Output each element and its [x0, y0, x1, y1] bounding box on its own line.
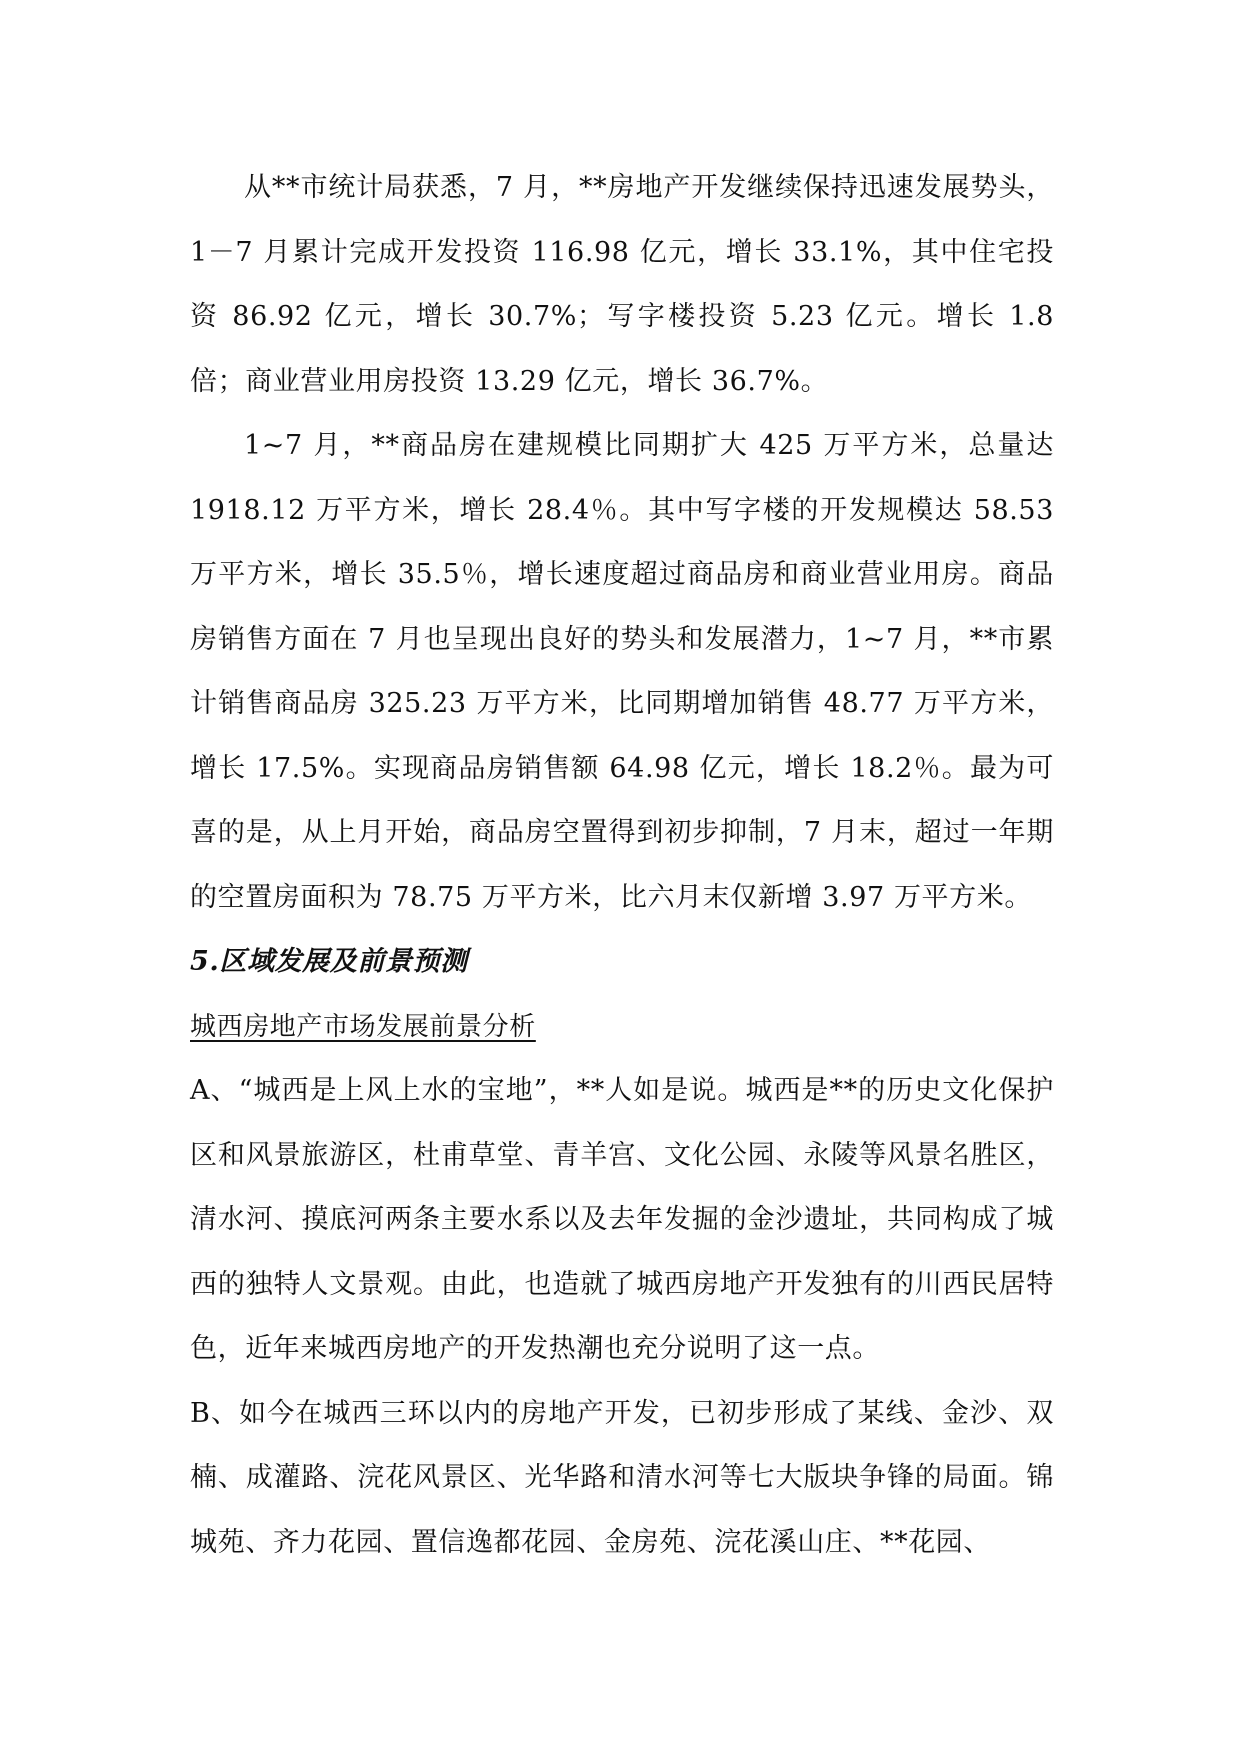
paragraph-investment: 从**市统计局获悉，7 月，**房地产开发继续保持迅速发展势头，1－7 月累计完成开发投资 116.98 亿元，增长 33.1%，其中住宅投资 86.92 亿元，增长 30.7%；写字楼投资 5.23 亿元。增长 1.8 倍；商业营业用房投资 13.29 亿元，增长 36.7%。: [190, 172, 1054, 397]
paragraph-sales: 1~7 月，**商品房在建规模比同期扩大 425 万平方米，总量达 1918.12 万平方米，增长 28.4％。其中写字楼的开发规模达 58.53 万平方米，增长 35.5％，增长速度超过商品房和商业营业用房。商品房销售方面在 7 月也呈现出良好的势头和发展潜力，1~7 月，**市累计销售商品房 325.23 万平方米，比同期增加销售 48.77 万平方米，增长 17.5%。实现商品房销售额 64.98 亿元，增长 18.2％。最为可喜的是，从上月开始，商品房空置得到初步抑制，7 月末，超过一年期的空置房面积为 78.75 万平方米，比六月末仅新增 3.97 万平方米。: [190, 430, 1054, 913]
paragraph-item-a: A、“城西是上风上水的宝地”，**人如是说。城西是**的历史文化保护区和风景旅游区，杜甫草堂、青羊宫、文化公园、永陵等风景名胜区，清水河、摸底河两条主要水系以及去年发掘的金沙遗址，共同构成了城西的独特人文景观。由此，也造就了城西房地产开发独有的川西民居特色，近年来城西房地产的开发热潮也充分说明了这一点。: [190, 1075, 1054, 1364]
section-heading: 5.区域发展及前景预测: [190, 946, 468, 977]
document-body: [190, 156, 1054, 1575]
sub-heading: 城西房地产市场发展前景分析: [190, 1011, 536, 1042]
paragraph-item-b: B、如今在城西三环以内的房地产开发，已初步形成了某线、金沙、双楠、成灌路、浣花风景区、光华路和清水河等七大版块争锋的局面。锦城苑、齐力花园、置信逸都花园、金房苑、浣花溪山庄、**花园、: [190, 1397, 1054, 1558]
